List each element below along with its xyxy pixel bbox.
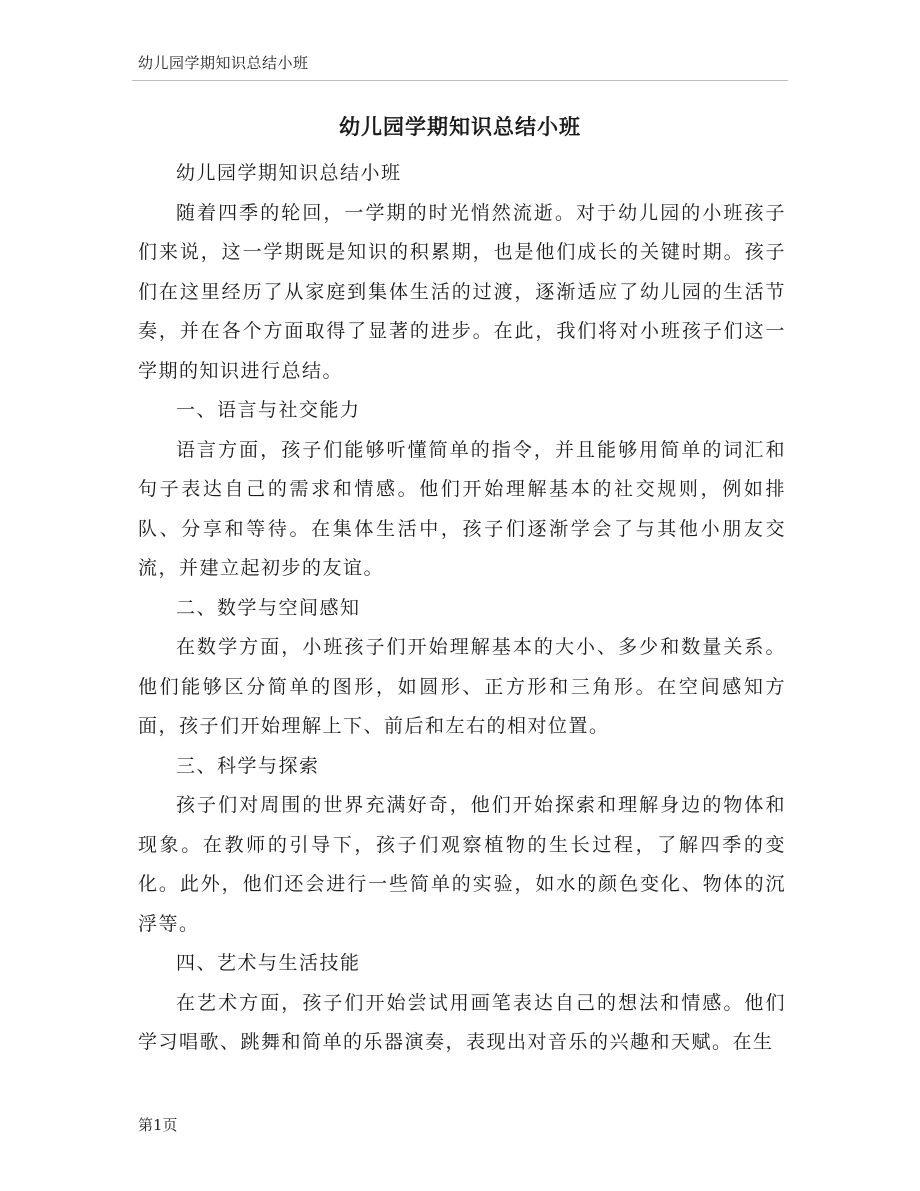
art-paragraph: 在艺术方面，孩子们开始尝试用画笔表达自己的想法和情感。他们学习唱歌、跳舞和简单的乐器演奏，表现出对音乐的兴趣和天赋。在生 xyxy=(138,991,786,1053)
document-body xyxy=(138,154,786,1063)
section-heading-science: 三、科学与探索 xyxy=(176,754,320,777)
document-title: 幼儿园学期知识总结小班 xyxy=(339,114,581,139)
science-paragraph: 孩子们对周围的世界充满好奇，他们开始探索和理解身边的物体和现象。在教师的引导下，孩子们观察植物的生长过程，了解四季的变化。此外，他们还会进行一些简单的实验，如水的颜色变化、物体的沉浮等。 xyxy=(138,794,786,935)
section-heading-math: 二、数学与空间感知 xyxy=(176,596,361,619)
page-number: 第1页 xyxy=(138,1116,178,1134)
section-heading-art: 四、艺术与生活技能 xyxy=(176,952,361,974)
section-heading-language: 一、语言与社交能力 xyxy=(176,399,361,421)
subtitle-paragraph: 幼儿园学期知识总结小班 xyxy=(176,162,402,184)
language-paragraph: 语言方面，孩子们能够听懂简单的指令，并且能够用简单的词汇和句子表达自己的需求和情感。他们开始理解基本的社交规则，例如排队、分享和等待。在集体生活中，孩子们逐渐学会了与其他小朋友交流，并建立起初步的友谊。 xyxy=(138,438,786,579)
running-header: 幼儿园学期知识总结小班 xyxy=(138,54,309,72)
intro-paragraph: 随着四季的轮回，一学期的时光悄然流逝。对于幼儿园的小班孩子们来说，这一学期既是知识的积累期，也是他们成长的关键时期。孩子们在这里经历了从家庭到集体生活的过渡，逐渐适应了幼儿园的生活节奏，并在各个方面取得了显著的进步。在此，我们将对小班孩子们这一学期的知识进行总结。 xyxy=(138,201,786,382)
math-paragraph: 在数学方面，小班孩子们开始理解基本的大小、多少和数量关系。他们能够区分简单的图形，如圆形、正方形和三角形。在空间感知方面，孩子们开始理解上下、前后和左右的相对位置。 xyxy=(138,636,786,737)
header-divider xyxy=(132,80,788,81)
